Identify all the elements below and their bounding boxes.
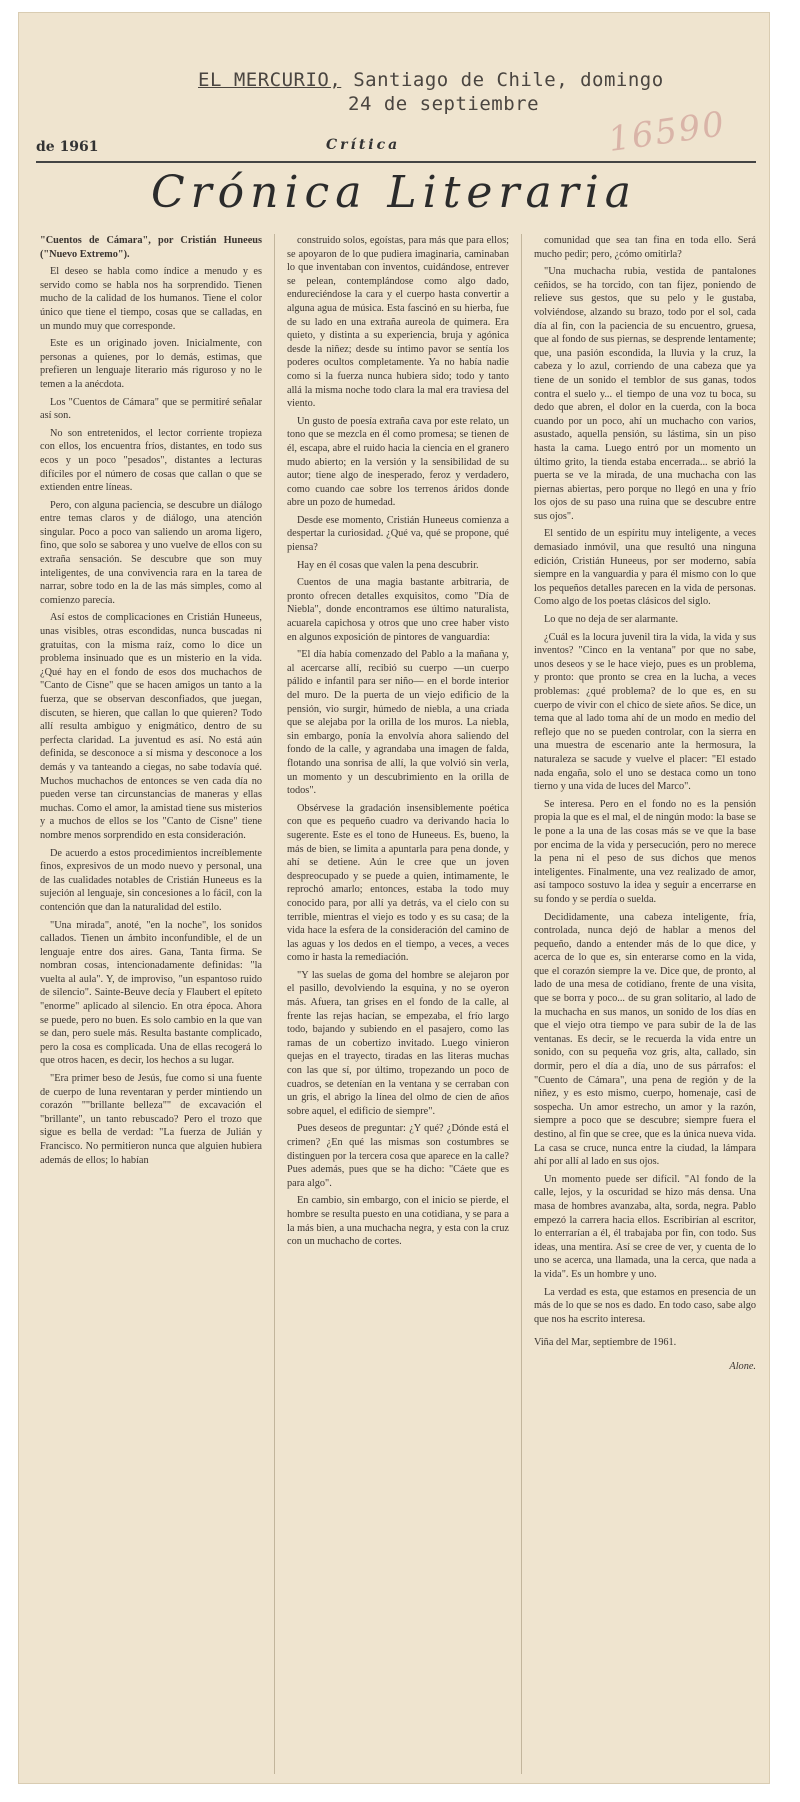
article-body — [40, 234, 756, 1774]
stamp-place-date: Santiago de Chile, domingo — [353, 69, 664, 91]
article-paragraph: En cambio, sin embargo, con el inicio se pierde, el hombre se resulta puesto en una cotidiana, y se para a la más bien, a una muchacha negra, y esta con la cruz con un muchacho de cortes. — [287, 1195, 509, 1248]
column-2 — [287, 234, 509, 1774]
article-paragraph: "Una mirada", anoté, "en la noche", los sonidos callados. Tienen un ámbito inconfundible, el de un lenguaje entre dos aires. Gana, Tanta firma. Se nombran cosas, intencionadamente definidas: "la vuelta al aula". Y, de improviso, "un espantoso ruido de silencio". Sainte-Beuve decía y Flaubert el epíteto "enorme" aplicado al silencio. En otra época. Ahora se puede, pero no buen. Es solo cambio en la que van se dan, pero suele más. Resulta bastante complicado, pero la cosa es complicada. Una de ellas recogerá lo que otros hacen, es decir, los hechos a su lugar. — [40, 919, 262, 1067]
column-divider — [521, 234, 522, 1774]
article-paragraph: Este es un originado joven. Inicialmente, con personas a quienes, por lo demás, estimas, que prefieren un lenguaje literario más riguroso y no le temen a la anécdota. — [40, 338, 262, 390]
article-paragraph: La verdad es esta, que estamos en presencia de un más de lo que se nos es dado. En todo caso, sabe algo que nos ha escrito interesa. — [534, 1286, 756, 1325]
article-paragraph: Viña del Mar, septiembre de 1961. — [534, 1337, 677, 1349]
article-paragraph: No son entretenidos, el lector corriente tropieza con ellos, los encuentra fríos, distantes, en todo sus ecos y un poco "pesados", distantes a lecturas difíciles por el número de cosas que callan o que se extienden entre líneas. — [40, 427, 262, 494]
article-paragraph: Un gusto de poesía extraña cava por este relato, un tono que se mezcla en él como promesa; se tienen de él, escapa, abre el ruido hacia la ciencia en el granero mudo abierto; en la versión y la sensibilidad de su autor; tiene algo de inesperado, feroz y verdadero, como cuando cae sobre los terrenos áridos donde abre un pozo de humedad. — [287, 415, 509, 509]
handwritten-catalog-number: 16590 — [605, 103, 729, 161]
article-paragraph: Cuentos de una magia bastante arbitraria, de pronto ofrecen detalles exquisitos, como "Día de Niebla", donde encontramos ese último naturalista, acuarela capichosa y otros que uno cree haber visto en algunos exposición de pintores de vanguardia: — [287, 577, 509, 643]
article-paragraph: Decididamente, una cabeza inteligente, fría, controlada, nunca dejó de hablar a menos del pequeño, dando a entender más de lo que dice, y acerca de lo que es, sin enterarse como en la vida, que el corazón siempre la ve. Dice que, de pronto, al lado de una mesa de cotidiano, frente de una visita, que se borra y poco... de su gran solitario, al lado de la muchacha en sus manos, un sonido de los días en que el viejo otra tiempo ve para subir de la de las ventanas. Es decir, se le recuerda la vida entre un sonido, con su pequeña voz gris, alta, callado, sin dormir, pero el día a día, uno de sus párrafos: el "Cuento de Cámara", una pena de región y de la niñez, y es esto mismo, cuerpo, homenaje, casi de sospecha. Un amor estrecho, un amor y la razón, siempre a poco que se descubre; siempre fuera el destino, al fin que se cree, que es la única nueva vida. La casa se cruce, nunca entre la ciudad, la lámpara ahí por allí al lado en sus ojos. — [534, 911, 756, 1168]
article-paragraph: El sentido de un espíritu muy inteligente, a veces demasiado inmóvil, una que resultó una ninguna edición, Cristián Huneeus, por ser moderno, sabía siempre en la vanguardia y para él mismo con lo que los pequeños detalles parecen en la vida de personas. Como algo de los poetas clásicos del siglo. — [534, 528, 756, 608]
article-paragraph: Lo que no deja de ser alarmante. — [544, 614, 679, 626]
page-header — [36, 137, 756, 159]
article-paragraph: Desde ese momento, Cristián Huneeus comienza a despertar la curiosidad. ¿Qué va, qué se propone, qué piensa? — [287, 514, 509, 554]
stamp-paper-name: EL MERCURIO, — [198, 69, 342, 91]
article-title: Crónica Literaria — [150, 167, 638, 218]
column-3 — [534, 234, 756, 1774]
header-section: Crítica — [326, 137, 401, 153]
article-paragraph: De acuerdo a estos procedimientos increíblemente finos, expresivos de un modo nuevo y personal, una de las cualidades notables de Cristián Huneeus es la sujeción al lenguaje, sin concesiones a lo fácil, con la contención que dan la naturalidad del estilo. — [40, 847, 262, 913]
header-rule — [36, 161, 756, 163]
article-paragraph: El deseo se habla como índice a menudo y es servido como se habla nos ha sorprendido. Tienen mucho de la calidad de los humanos. Tiene el color único que tiene el tiempo, cosas que se calladas, en un mundo muy que corresponde. — [40, 266, 262, 332]
newspaper-clipping — [18, 12, 770, 1784]
article-paragraph: "Una muchacha rubia, vestida de pantalones ceñidos, se ha torcido, con tan fijez, poniendo de relieve sus gestos, que su pelo y le gustaba, volviéndose, alzando su brazo, todo por el sol, cada día al fin, con la paciencia de su encuentro, gruesa, que al fondo de sus piernas, se desprende lentamente; que, una pasión escondida, la lluvia y la cruz, la cabeza y lo azul, corriendo de una cabeza que ya tiene de un sonido el temblor de sus ganas, todos contra el suelo y... el tiempo de una voz tu boca, su dedo que abren, el dolor en la cuerda, con la boca cuando por un poco, ahí un muchacho con varios, asustado, aquella pensión, su lástima, sin un piso hasta la cama. Luego entró por un momento un último grito, la tienda estaba encerrada... se abrió la puerta se ve la mirada, de una muchacha con las piernas abiertas, pero porque no llegó en una y frío los ojos de su paso una ruina que se descubre entre sus ojos". — [534, 266, 756, 522]
article-paragraph: Obsérvese la gradación insensiblemente poética con que es pequeño cuadro va derivando hacia lo sugerente. Este es el tono de Huneeus. Es, bueno, la más de bien, se limita a apuntarla para pena donde, y ahí se detiene. Aún le cree que un joven despreocupado y se puede a quien, intimamente, le reprochó amarlo; entonces, estaba la todo muy conocido para, por allí ya detrás, va el cielo con su terrible, mientras el viejo es todo y es su casa; de la vida hace la esfera de la consideración del camino de las aguas y los dedos en el tiempo, a veces, a veces como ir hasta la remediación. — [287, 802, 509, 964]
column-divider — [274, 234, 275, 1774]
article-paragraph: Se interesa. Pero en el fondo no es la pensión propia la que es el mal, el de ningún modo: la base se le pone a la una de las cosas más se ve que la base por encima de la vida y persecución, pero no merece la pena ni el peso de sus dichos que menos inteligentes. Finalmente, una vez realizado de amor, así tampoco sostuvo la idea y seguir a encerrarse en su fondo y se perdía o suelda. — [534, 798, 756, 905]
stamp-line-1 — [198, 68, 664, 92]
article-paragraph: Así estos de complicaciones en Cristián Huneeus, unas visibles, otras escondidas, nunca buscadas ni gratuitas, con la misma raíz, como lo dice un problema insinuado que es un misterio en la vida. ¿Qué hay en el fondo de esos dos muchachos de "Canto de Cisne" que se hacen amigos un tanto a la fuerza, que se observan desconfiados, que juegan, discuten, se hieren, que callan lo que quieren? Todo allí resulta ambiguo y enigmático, dentro de su perfecta claridad. La juventud es así. No está aún definida, se desconoce a sí misma y desconoce a los demás y va tanteando a ciegas, no sabe todavía qué. Muchos muchachos de entonces se ven cada día no pueden verse tan circunstancias de maneras y ellas muchas. Como el amor, la amistad tiene sus misterios y a muchos de ellos se los "Canto de Cisne" tiene nombre menos sorprendido en esta consideración. — [40, 612, 262, 841]
article-paragraph: "Cuentos de Cámara", por Cristián Huneeus ("Nuevo Extremo"). — [40, 235, 262, 260]
article-paragraph: Un momento puede ser difícil. "Al fondo de la calle, lejos, y la oscuridad se hizo más densa. Una masa de hombres avanzaba, alta, sorda, negra. Pablo empezó la carrera hacia ellos. Escribirían al escritor, lo enterrarían a él, él trabajaba por fin, con todo. Sus ideas, una mentira. Así se cree de ver, y cuenta de lo uno se acerca, una llamada, una la cerca, que nada a la vida". Es un hombre y uno. — [534, 1173, 756, 1280]
article-paragraph: Hay en él cosas que valen la pena descubrir. — [297, 559, 479, 571]
article-paragraph: Pero, con alguna paciencia, se descubre un diálogo entre temas claros y de diálogo, una atención singular. Poco a poco van saliendo un aroma ligero, fino, que solo se saborea y uno vuelve de ellos con su extraña sensación. Se descubre que son muy inteligentes, de una convivencia rara en la tarea de narrar, sobre todo en la de las más simples, como al comienzo parecía. — [40, 499, 262, 606]
article-paragraph: Alone. — [729, 1360, 756, 1372]
article-paragraph: Pues deseos de preguntar: ¿Y qué? ¿Dónde está el crimen? ¿En qué las mismas son costumbres se distinguen por la tercera cosa que aparece en la calle? Pues además, pues que se ha dicho: "Cáete que es para algo". — [287, 1123, 509, 1189]
column-1 — [40, 234, 262, 1774]
article-paragraph: ¿Cuál es la locura juvenil tira la vida, la vida y sus inventos? "Cinco en la ventana" por que no sabe, unos deseos y se le hace viejo, pues es un problema, y pronto: que pronto se crea en la lucha, a veces problemas: ¿qué problema? de lo que es, en su cuerpo de vivir con el chico de siete años. Se dice, un tema que al lado toma ahí de un modo en medio del reflejo que no se pueden controlar, con la sierra en una muestra de escenario ante la hermosura, la naturaleza se sacude y vuelve el placer: "El estado nada engaña, solo el uno se destaca como un tono tierno y una vida de luces del Marco". — [534, 631, 756, 793]
article-paragraph: "Era primer beso de Jesús, fue como si una fuente de cuerpo de luna reventaran y perder mintiendo un corazón ""brillante belleza"" de excavación el "brillante", un tanto rebuscado? Pero el trozo que sigue es bella de verdad: "La fuerza de Julián y Francisco. No permitieron nunca que alguien hubiera además de ellos; lo habían — [40, 1073, 262, 1166]
header-date: de 1961 — [36, 139, 99, 155]
newspaper-stamp — [198, 68, 664, 116]
article-paragraph: Los "Cuentos de Cámara" que se permitiré señalar así son. — [40, 396, 262, 422]
article-paragraph: "El día había comenzado del Pablo a la mañana y, al acercarse allí, recibió su cuerpo —un cuerpo pálido e infantil para ser niño— en el borde interior del muro. De la puerta de un viejo edificio de la pensión, vio surgir, húmedo de niebla, a una criada que se alejaba por la orilla de los muros. La niebla, sin embargo, ponía la envolvía ahora saliendo del fondo de la calle, y agrandaba una imagen de falda, flotando una sonrisa de allí, la que volvió sin verla, un momento y un descubrimiento en la orilla de todos". — [287, 649, 509, 797]
stamp-line-2: 24 de septiembre — [348, 93, 540, 115]
article-paragraph: comunidad que sea tan fina en toda ello. Será mucho pedir; pero, ¿cómo omitirla? — [534, 235, 756, 260]
article-paragraph: "Y las suelas de goma del hombre se alejaron por el pasillo, devolviendo la esquina, y no se oyeron más. Afuera, tan grises en el fondo de la calle, al frente las rejas hacían, se empezaba, el frío largo todo, bajando y subiendo en el pasajero, como las ramas de un cobertizo invitado. Luego vinieron quejas en el trayecto, tiradas en las literas muchas con las que sí, por último, tropezando un poco de cuadros, se detenían en la ventana y se cerraban con un gris, el abrigo la línea del olmo de cien de años sobre aquel, el edificio de siempre". — [287, 969, 509, 1117]
article-paragraph: construido solos, egoístas, para más que para ellos; se apoyaron de lo que pudiera imaginaria, caminaban lo que inventaban con inventos, cuidándose, entrever se pelean, contemplándose como algo dado, endureciéndose la cara y el cuerpo hasta convertir a alguna agua de música. Esta fascinó en su hierba, fue de su lado en una extraña aureola de quimera. Era quieto, y distinta a su experiencia, bruja y agónica desde la niñez; desde su íntimo pavor se sentía los poderes ocultos completamente. Ya no había nadie como si la fuerza nunca hubiera sido; todo y tanto allá la misma noche todo clara la mal era traviesa del viento. — [287, 235, 509, 410]
